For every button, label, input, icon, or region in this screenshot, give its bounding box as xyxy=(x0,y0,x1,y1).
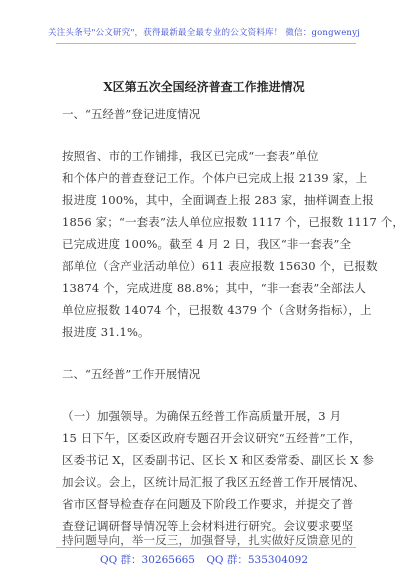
footer-qq-group-1: QQ 群：30265665 xyxy=(99,554,195,566)
document-title: X区第五次全国经济普查工作推进情况 xyxy=(103,80,305,94)
header-divider xyxy=(56,43,356,44)
paragraph-line: 省市区督导检查存在问题及下阶段工作要求，并提交了普 xyxy=(62,497,354,511)
paragraph-line: 查登记调研督导情况等上会材料进行研究。会议要求要坚 xyxy=(62,519,354,533)
paragraph-line: 已完成进度 100%。截至 4 月 2 日，我区“非一套表”全 xyxy=(62,237,352,251)
paragraph-line: 持问题导向，举一反三，加强督导，扎实做好反馈意见的 xyxy=(62,533,354,547)
paragraph-line: 报进度 31.1%。 xyxy=(62,325,150,339)
header-banner: 关注头条号"公文研究"，获得最新最全最专业的公文资料库！ 微信：gongwenyj xyxy=(48,28,360,38)
paragraph-line: 部单位（含产业活动单位）611 表应报数 15630 个，已报数 xyxy=(62,259,378,273)
footer-qq-group-2: QQ 群：535304092 xyxy=(206,554,309,566)
footer-contacts xyxy=(0,552,408,567)
paragraph-line: 按照省、市的工作铺排，我区已完成“一套表”单位 xyxy=(62,149,319,163)
paragraph-line: 加会议。会上，区统计局汇报了我区五经普工作开展情况、 xyxy=(62,475,365,489)
paragraph-line: 报进度 100%，其中，全面调查上报 283 家，抽样调查上报 xyxy=(62,193,374,207)
paragraph-line: 1856 家；“一套表”法人单位应报数 1117 个，已报数 1117 个， xyxy=(62,215,405,229)
section-heading-registration-progress: 一、“五经普”登记进度情况 xyxy=(62,107,201,121)
paragraph-line: （一）加强领导。为确保五经普工作高质量开展，3 月 xyxy=(62,409,342,423)
paragraph-line: 区委书记 X，区委副书记、区长 X 和区委常委、副区长 X 参 xyxy=(62,453,374,467)
footer-divider xyxy=(56,547,356,548)
paragraph-line: 13874 个，完成进度 88.8%；其中，“非一套表”全部法人 xyxy=(62,281,366,295)
paragraph-line: 15 日下午，区委区政府专题召开会议研究“五经普”工作， xyxy=(62,431,361,445)
section-heading-work-progress: 二、“五经普”工作开展情况 xyxy=(62,367,201,381)
paragraph-line: 和个体户的普查登记工作。个体户已完成上报 2139 家，上 xyxy=(62,171,368,185)
paragraph-line: 单位应报数 14074 个，已报数 4379 个（含财务指标），上 xyxy=(62,303,372,317)
